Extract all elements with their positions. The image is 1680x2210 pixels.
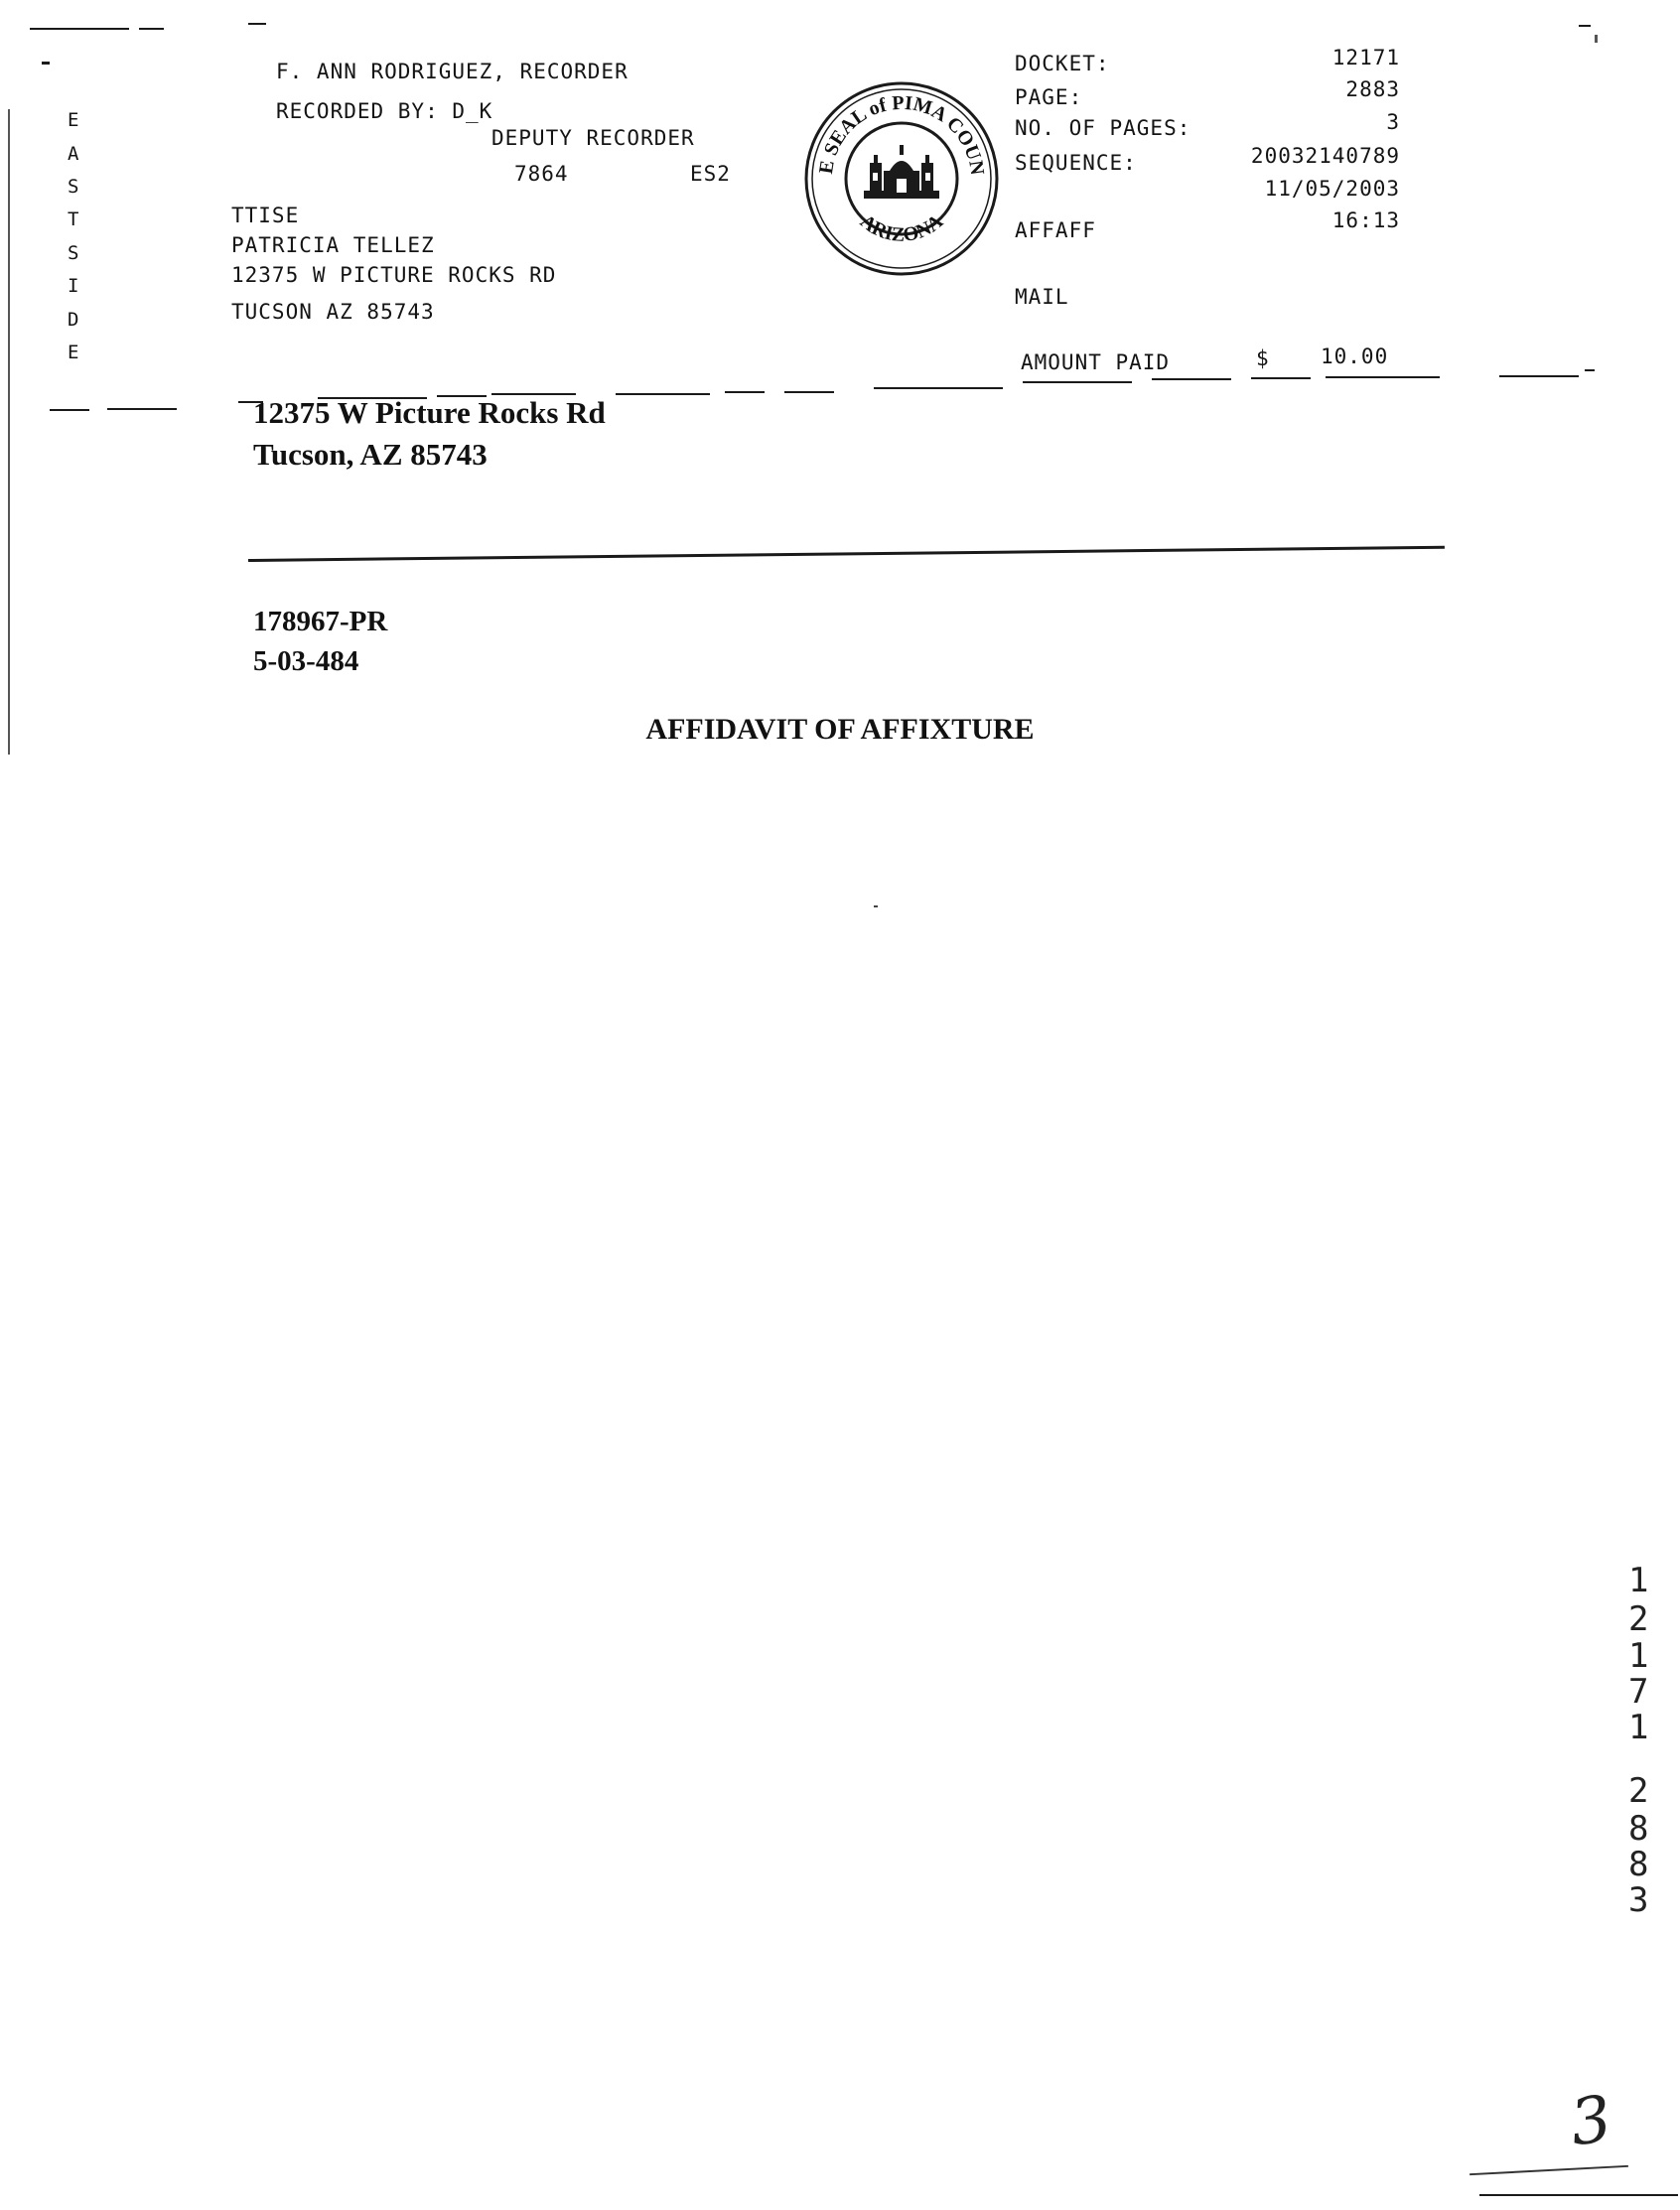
margin-digit: 1 <box>1628 1636 1649 1676</box>
delivery-method: MAIL <box>1015 285 1069 309</box>
return-address-line1: 12375 W Picture Rocks Rd <box>253 395 606 430</box>
mail-to-line: TTISE <box>231 204 300 227</box>
return-address-line2: Tucson, AZ 85743 <box>253 437 488 472</box>
margin-digit: 7 <box>1628 1672 1649 1712</box>
pages-value: 3 <box>1386 110 1400 134</box>
page-label: PAGE: <box>1015 85 1083 109</box>
margin-digit: 8 <box>1628 1845 1649 1884</box>
mail-to-line: 12375 W PICTURE ROCKS RD <box>231 263 557 287</box>
seal-top-text: E SEAL of PIMA COUN <box>815 91 989 177</box>
document-title: AFFIDAVIT OF AFFIXTURE <box>645 713 1035 746</box>
deputy-recorder: DEPUTY RECORDER <box>491 126 695 150</box>
side-letter: I <box>68 275 79 297</box>
docket-label: DOCKET: <box>1015 52 1110 75</box>
mail-to-line: PATRICIA TELLEZ <box>231 233 435 257</box>
page-value: 2883 <box>1345 77 1400 101</box>
amount-value: 10.00 <box>1321 345 1389 368</box>
svg-text:ARIZONA <box>856 210 947 246</box>
side-letter: S <box>68 176 79 198</box>
margin-digit: 2 <box>1628 1771 1649 1811</box>
scan-mark <box>1595 35 1598 43</box>
side-letter: E <box>68 109 79 131</box>
margin-digit: 3 <box>1628 1880 1649 1920</box>
recorded-by: RECORDED BY: D_K <box>276 99 493 123</box>
handwritten-page-mark: 3 <box>1566 2082 1616 2161</box>
margin-digit: 1 <box>1628 1708 1649 1747</box>
amount-label: AMOUNT PAID <box>1021 350 1171 374</box>
scan-mark <box>874 905 878 907</box>
seal-bottom-text: ARIZONA <box>856 209 947 246</box>
recording-time: 16:13 <box>1331 208 1400 232</box>
address-divider-rule <box>248 546 1445 562</box>
recorder-code-number: 7864 <box>514 162 569 186</box>
side-letter: A <box>68 143 79 165</box>
pages-label: NO. OF PAGES: <box>1015 116 1191 140</box>
scan-mark <box>1479 2194 1678 2196</box>
side-letter: T <box>68 208 79 230</box>
county-seal <box>802 79 1001 278</box>
recording-date: 11/05/2003 <box>1264 177 1400 201</box>
scan-mark <box>248 23 266 25</box>
parcel-number: 5-03-484 <box>253 645 359 677</box>
margin-digit: 2 <box>1628 1599 1649 1639</box>
svg-text:THE SEAL of PIMA COUNTY <box>802 79 988 177</box>
document-type: AFFAFF <box>1015 218 1096 242</box>
scan-mark <box>1579 25 1591 27</box>
margin-digit: 8 <box>1628 1809 1649 1849</box>
side-letter: E <box>68 342 79 363</box>
docket-value: 12171 <box>1331 46 1400 69</box>
handwritten-underline <box>1470 2165 1628 2175</box>
sequence-label: SEQUENCE: <box>1015 151 1137 175</box>
file-number: 178967-PR <box>253 606 388 637</box>
sequence-value: 20032140789 <box>1250 144 1400 168</box>
margin-digit: 1 <box>1628 1561 1649 1600</box>
recorder-name: F. ANN RODRIGUEZ, RECORDER <box>276 60 629 83</box>
scan-mark <box>139 28 164 30</box>
scan-mark <box>42 62 50 65</box>
side-letter: D <box>68 309 79 331</box>
scan-edge <box>8 109 10 755</box>
side-letter: S <box>68 242 79 264</box>
amount-currency: $ <box>1256 346 1270 370</box>
mail-to-line: TUCSON AZ 85743 <box>231 300 435 324</box>
scan-mark <box>30 28 129 30</box>
recorder-code-station: ES2 <box>690 162 731 186</box>
